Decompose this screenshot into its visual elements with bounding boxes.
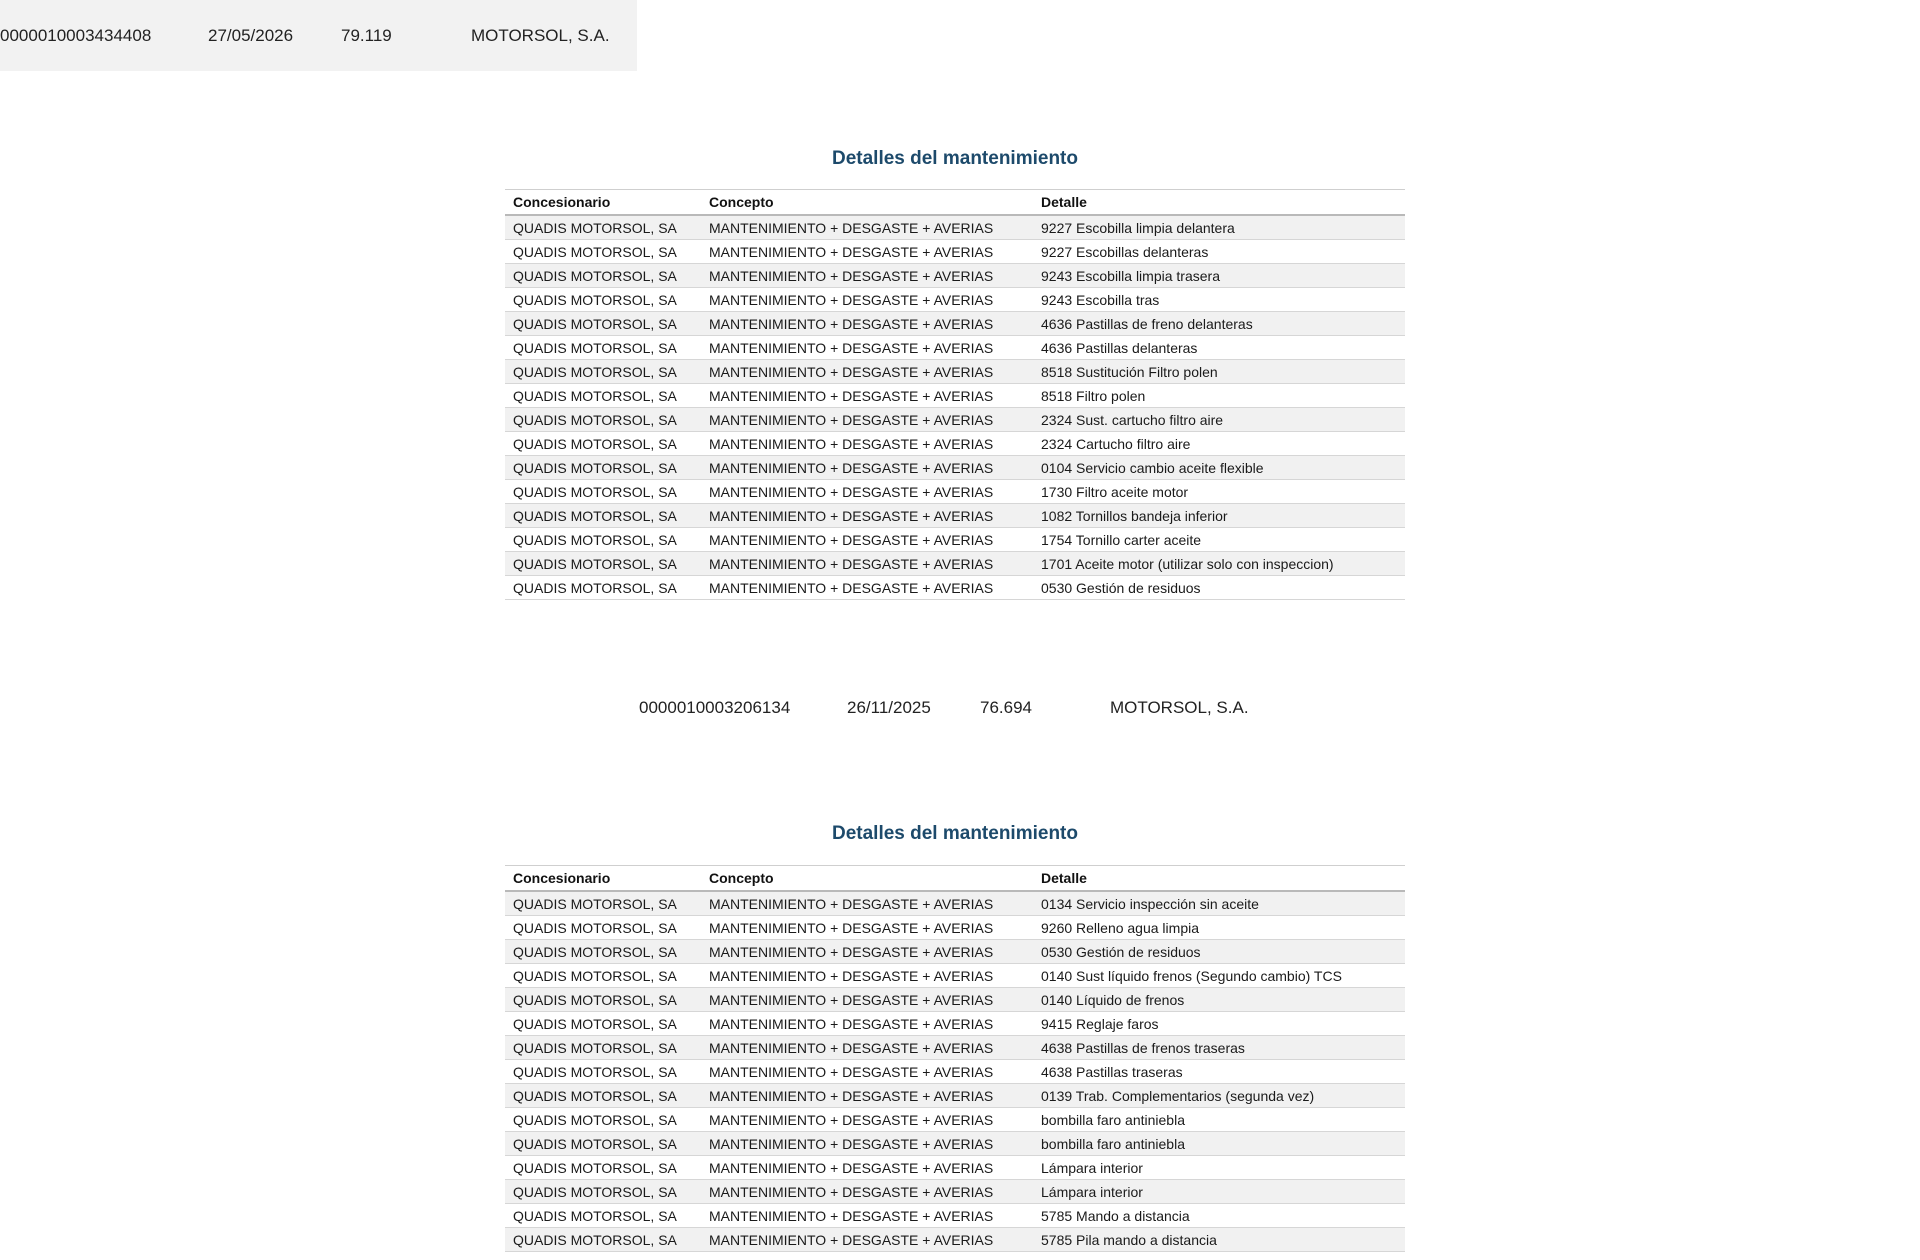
cell-detalle: 4636 Pastillas delanteras	[1033, 336, 1405, 360]
table-row	[505, 384, 1405, 408]
cell-concepto: MANTENIMIENTO + DESGASTE + AVERIAS	[701, 312, 1033, 336]
cell-concesionario: QUADIS MOTORSOL, SA	[505, 432, 701, 456]
cell-concepto: MANTENIMIENTO + DESGASTE + AVERIAS	[701, 916, 1033, 940]
record-date: 26/11/2025	[847, 698, 931, 717]
cell-concesionario: QUADIS MOTORSOL, SA	[505, 988, 701, 1012]
column-header-detalle: Detalle	[1033, 866, 1405, 892]
cell-concesionario: QUADIS MOTORSOL, SA	[505, 940, 701, 964]
record-date: 27/05/2026	[208, 26, 294, 45]
maintenance-details-table	[505, 865, 1405, 1252]
table-row	[505, 1132, 1405, 1156]
table-row	[505, 988, 1405, 1012]
cell-detalle: 2324 Sust. cartucho filtro aire	[1033, 408, 1405, 432]
cell-detalle: 4638 Pastillas de frenos traseras	[1033, 1036, 1405, 1060]
cell-concepto: MANTENIMIENTO + DESGASTE + AVERIAS	[701, 940, 1033, 964]
column-header-concepto: Concepto	[701, 190, 1033, 216]
cell-detalle: 1082 Tornillos bandeja inferior	[1033, 504, 1405, 528]
cell-detalle: 0530 Gestión de residuos	[1033, 576, 1405, 600]
cell-concepto: MANTENIMIENTO + DESGASTE + AVERIAS	[701, 456, 1033, 480]
cell-concepto: MANTENIMIENTO + DESGASTE + AVERIAS	[701, 336, 1033, 360]
cell-concesionario: QUADIS MOTORSOL, SA	[505, 215, 701, 240]
cell-detalle: 8518 Filtro polen	[1033, 384, 1405, 408]
cell-concesionario: QUADIS MOTORSOL, SA	[505, 264, 701, 288]
cell-concepto: MANTENIMIENTO + DESGASTE + AVERIAS	[701, 964, 1033, 988]
table-row	[505, 1156, 1405, 1180]
table-row	[505, 940, 1405, 964]
cell-concesionario: QUADIS MOTORSOL, SA	[505, 480, 701, 504]
cell-concepto: MANTENIMIENTO + DESGASTE + AVERIAS	[701, 408, 1033, 432]
cell-detalle: 9260 Relleno agua limpia	[1033, 916, 1405, 940]
cell-concepto: MANTENIMIENTO + DESGASTE + AVERIAS	[701, 1180, 1033, 1204]
table-row	[505, 964, 1405, 988]
cell-concesionario: QUADIS MOTORSOL, SA	[505, 552, 701, 576]
cell-concepto: MANTENIMIENTO + DESGASTE + AVERIAS	[701, 1132, 1033, 1156]
cell-detalle: 9243 Escobilla limpia trasera	[1033, 264, 1405, 288]
cell-concepto: MANTENIMIENTO + DESGASTE + AVERIAS	[701, 1036, 1033, 1060]
cell-detalle: Lámpara interior	[1033, 1156, 1405, 1180]
cell-detalle: 0104 Servicio cambio aceite flexible	[1033, 456, 1405, 480]
table-row	[505, 312, 1405, 336]
section-title: Detalles del mantenimiento	[831, 823, 1078, 844]
table-row	[505, 504, 1405, 528]
cell-concesionario: QUADIS MOTORSOL, SA	[505, 1228, 701, 1252]
cell-detalle: 4638 Pastillas traseras	[1033, 1060, 1405, 1084]
cell-concesionario: QUADIS MOTORSOL, SA	[505, 1084, 701, 1108]
dealer-name: MOTORSOL, S.A.	[471, 26, 610, 45]
maintenance-record-summary	[639, 690, 1276, 726]
cell-concesionario: QUADIS MOTORSOL, SA	[505, 1204, 701, 1228]
cell-detalle: 2324 Cartucho filtro aire	[1033, 432, 1405, 456]
mileage: 76.694	[980, 698, 1032, 717]
cell-detalle: 9227 Escobillas delanteras	[1033, 240, 1405, 264]
table-row	[505, 456, 1405, 480]
cell-concesionario: QUADIS MOTORSOL, SA	[505, 240, 701, 264]
cell-concesionario: QUADIS MOTORSOL, SA	[505, 1012, 701, 1036]
cell-concepto: MANTENIMIENTO + DESGASTE + AVERIAS	[701, 528, 1033, 552]
cell-detalle: 9415 Reglaje faros	[1033, 1012, 1405, 1036]
cell-concesionario: QUADIS MOTORSOL, SA	[505, 1060, 701, 1084]
cell-concesionario: QUADIS MOTORSOL, SA	[505, 1036, 701, 1060]
table-row	[505, 408, 1405, 432]
table-row	[505, 240, 1405, 264]
cell-concepto: MANTENIMIENTO + DESGASTE + AVERIAS	[701, 988, 1033, 1012]
table-header-row	[505, 866, 1405, 892]
cell-concesionario: QUADIS MOTORSOL, SA	[505, 576, 701, 600]
cell-concesionario: QUADIS MOTORSOL, SA	[505, 1156, 701, 1180]
maintenance-record-summary	[0, 0, 637, 71]
cell-concesionario: QUADIS MOTORSOL, SA	[505, 312, 701, 336]
cell-concepto: MANTENIMIENTO + DESGASTE + AVERIAS	[701, 264, 1033, 288]
cell-concepto: MANTENIMIENTO + DESGASTE + AVERIAS	[701, 576, 1033, 600]
table-row	[505, 360, 1405, 384]
table-row	[505, 215, 1405, 240]
cell-concepto: MANTENIMIENTO + DESGASTE + AVERIAS	[701, 1060, 1033, 1084]
document-number: 0000010003206134	[639, 698, 791, 717]
cell-detalle: 9243 Escobilla tras	[1033, 288, 1405, 312]
cell-detalle: bombilla faro antiniebla	[1033, 1132, 1405, 1156]
cell-detalle: 0140 Líquido de frenos	[1033, 988, 1405, 1012]
cell-concepto: MANTENIMIENTO + DESGASTE + AVERIAS	[701, 480, 1033, 504]
cell-concesionario: QUADIS MOTORSOL, SA	[505, 408, 701, 432]
cell-concepto: MANTENIMIENTO + DESGASTE + AVERIAS	[701, 1084, 1033, 1108]
table-row	[505, 891, 1405, 916]
cell-concepto: MANTENIMIENTO + DESGASTE + AVERIAS	[701, 1228, 1033, 1252]
table-row	[505, 1036, 1405, 1060]
cell-detalle: Lámpara interior	[1033, 1180, 1405, 1204]
column-header-detalle: Detalle	[1033, 190, 1405, 216]
cell-detalle: 9227 Escobilla limpia delantera	[1033, 215, 1405, 240]
cell-concesionario: QUADIS MOTORSOL, SA	[505, 384, 701, 408]
maintenance-details-table	[505, 189, 1405, 600]
cell-concepto: MANTENIMIENTO + DESGASTE + AVERIAS	[701, 240, 1033, 264]
table-row	[505, 552, 1405, 576]
cell-concepto: MANTENIMIENTO + DESGASTE + AVERIAS	[701, 432, 1033, 456]
table-row	[505, 528, 1405, 552]
cell-concesionario: QUADIS MOTORSOL, SA	[505, 1108, 701, 1132]
cell-concepto: MANTENIMIENTO + DESGASTE + AVERIAS	[701, 288, 1033, 312]
table-row	[505, 336, 1405, 360]
table-row	[505, 1180, 1405, 1204]
cell-concepto: MANTENIMIENTO + DESGASTE + AVERIAS	[701, 552, 1033, 576]
table-row	[505, 288, 1405, 312]
cell-concesionario: QUADIS MOTORSOL, SA	[505, 360, 701, 384]
table-row	[505, 1012, 1405, 1036]
cell-concepto: MANTENIMIENTO + DESGASTE + AVERIAS	[701, 1108, 1033, 1132]
cell-detalle: 5785 Pila mando a distancia	[1033, 1228, 1405, 1252]
cell-detalle: 4636 Pastillas de freno delanteras	[1033, 312, 1405, 336]
dealer-name: MOTORSOL, S.A.	[1110, 698, 1249, 717]
table-row	[505, 1084, 1405, 1108]
table-row	[505, 480, 1405, 504]
cell-concesionario: QUADIS MOTORSOL, SA	[505, 1132, 701, 1156]
document-number: 0000010003434408	[0, 26, 152, 45]
cell-concesionario: QUADIS MOTORSOL, SA	[505, 528, 701, 552]
cell-detalle: 0139 Trab. Complementarios (segunda vez)	[1033, 1084, 1405, 1108]
cell-concesionario: QUADIS MOTORSOL, SA	[505, 336, 701, 360]
cell-concesionario: QUADIS MOTORSOL, SA	[505, 456, 701, 480]
cell-detalle: 1754 Tornillo carter aceite	[1033, 528, 1405, 552]
cell-detalle: 8518 Sustitución Filtro polen	[1033, 360, 1405, 384]
cell-detalle: bombilla faro antiniebla	[1033, 1108, 1405, 1132]
column-header-concepto: Concepto	[701, 866, 1033, 892]
mileage: 79.119	[341, 26, 392, 45]
cell-detalle: 5785 Mando a distancia	[1033, 1204, 1405, 1228]
table-row	[505, 1060, 1405, 1084]
cell-detalle: 0530 Gestión de residuos	[1033, 940, 1405, 964]
table-row	[505, 1108, 1405, 1132]
column-header-concesionario: Concesionario	[505, 190, 701, 216]
cell-concepto: MANTENIMIENTO + DESGASTE + AVERIAS	[701, 504, 1033, 528]
cell-concesionario: QUADIS MOTORSOL, SA	[505, 964, 701, 988]
section-title: Detalles del mantenimiento	[831, 148, 1078, 169]
cell-detalle: 1701 Aceite motor (utilizar solo con inspeccion)	[1033, 552, 1405, 576]
cell-detalle: 1730 Filtro aceite motor	[1033, 480, 1405, 504]
table-row	[505, 264, 1405, 288]
cell-concepto: MANTENIMIENTO + DESGASTE + AVERIAS	[701, 384, 1033, 408]
table-row	[505, 432, 1405, 456]
table-row	[505, 1228, 1405, 1252]
cell-concepto: MANTENIMIENTO + DESGASTE + AVERIAS	[701, 891, 1033, 916]
cell-concesionario: QUADIS MOTORSOL, SA	[505, 288, 701, 312]
cell-concesionario: QUADIS MOTORSOL, SA	[505, 1180, 701, 1204]
cell-concesionario: QUADIS MOTORSOL, SA	[505, 504, 701, 528]
cell-concepto: MANTENIMIENTO + DESGASTE + AVERIAS	[701, 1156, 1033, 1180]
cell-concepto: MANTENIMIENTO + DESGASTE + AVERIAS	[701, 215, 1033, 240]
cell-concepto: MANTENIMIENTO + DESGASTE + AVERIAS	[701, 1012, 1033, 1036]
cell-detalle: 0140 Sust líquido frenos (Segundo cambio) TCS	[1033, 964, 1405, 988]
summary-row	[0, 18, 1920, 54]
table-row	[505, 576, 1405, 600]
table-row	[505, 1204, 1405, 1228]
cell-detalle: 0134 Servicio inspección sin aceite	[1033, 891, 1405, 916]
cell-concesionario: QUADIS MOTORSOL, SA	[505, 916, 701, 940]
table-row	[505, 916, 1405, 940]
cell-concepto: MANTENIMIENTO + DESGASTE + AVERIAS	[701, 360, 1033, 384]
cell-concesionario: QUADIS MOTORSOL, SA	[505, 891, 701, 916]
cell-concepto: MANTENIMIENTO + DESGASTE + AVERIAS	[701, 1204, 1033, 1228]
column-header-concesionario: Concesionario	[505, 866, 701, 892]
table-header-row	[505, 190, 1405, 216]
